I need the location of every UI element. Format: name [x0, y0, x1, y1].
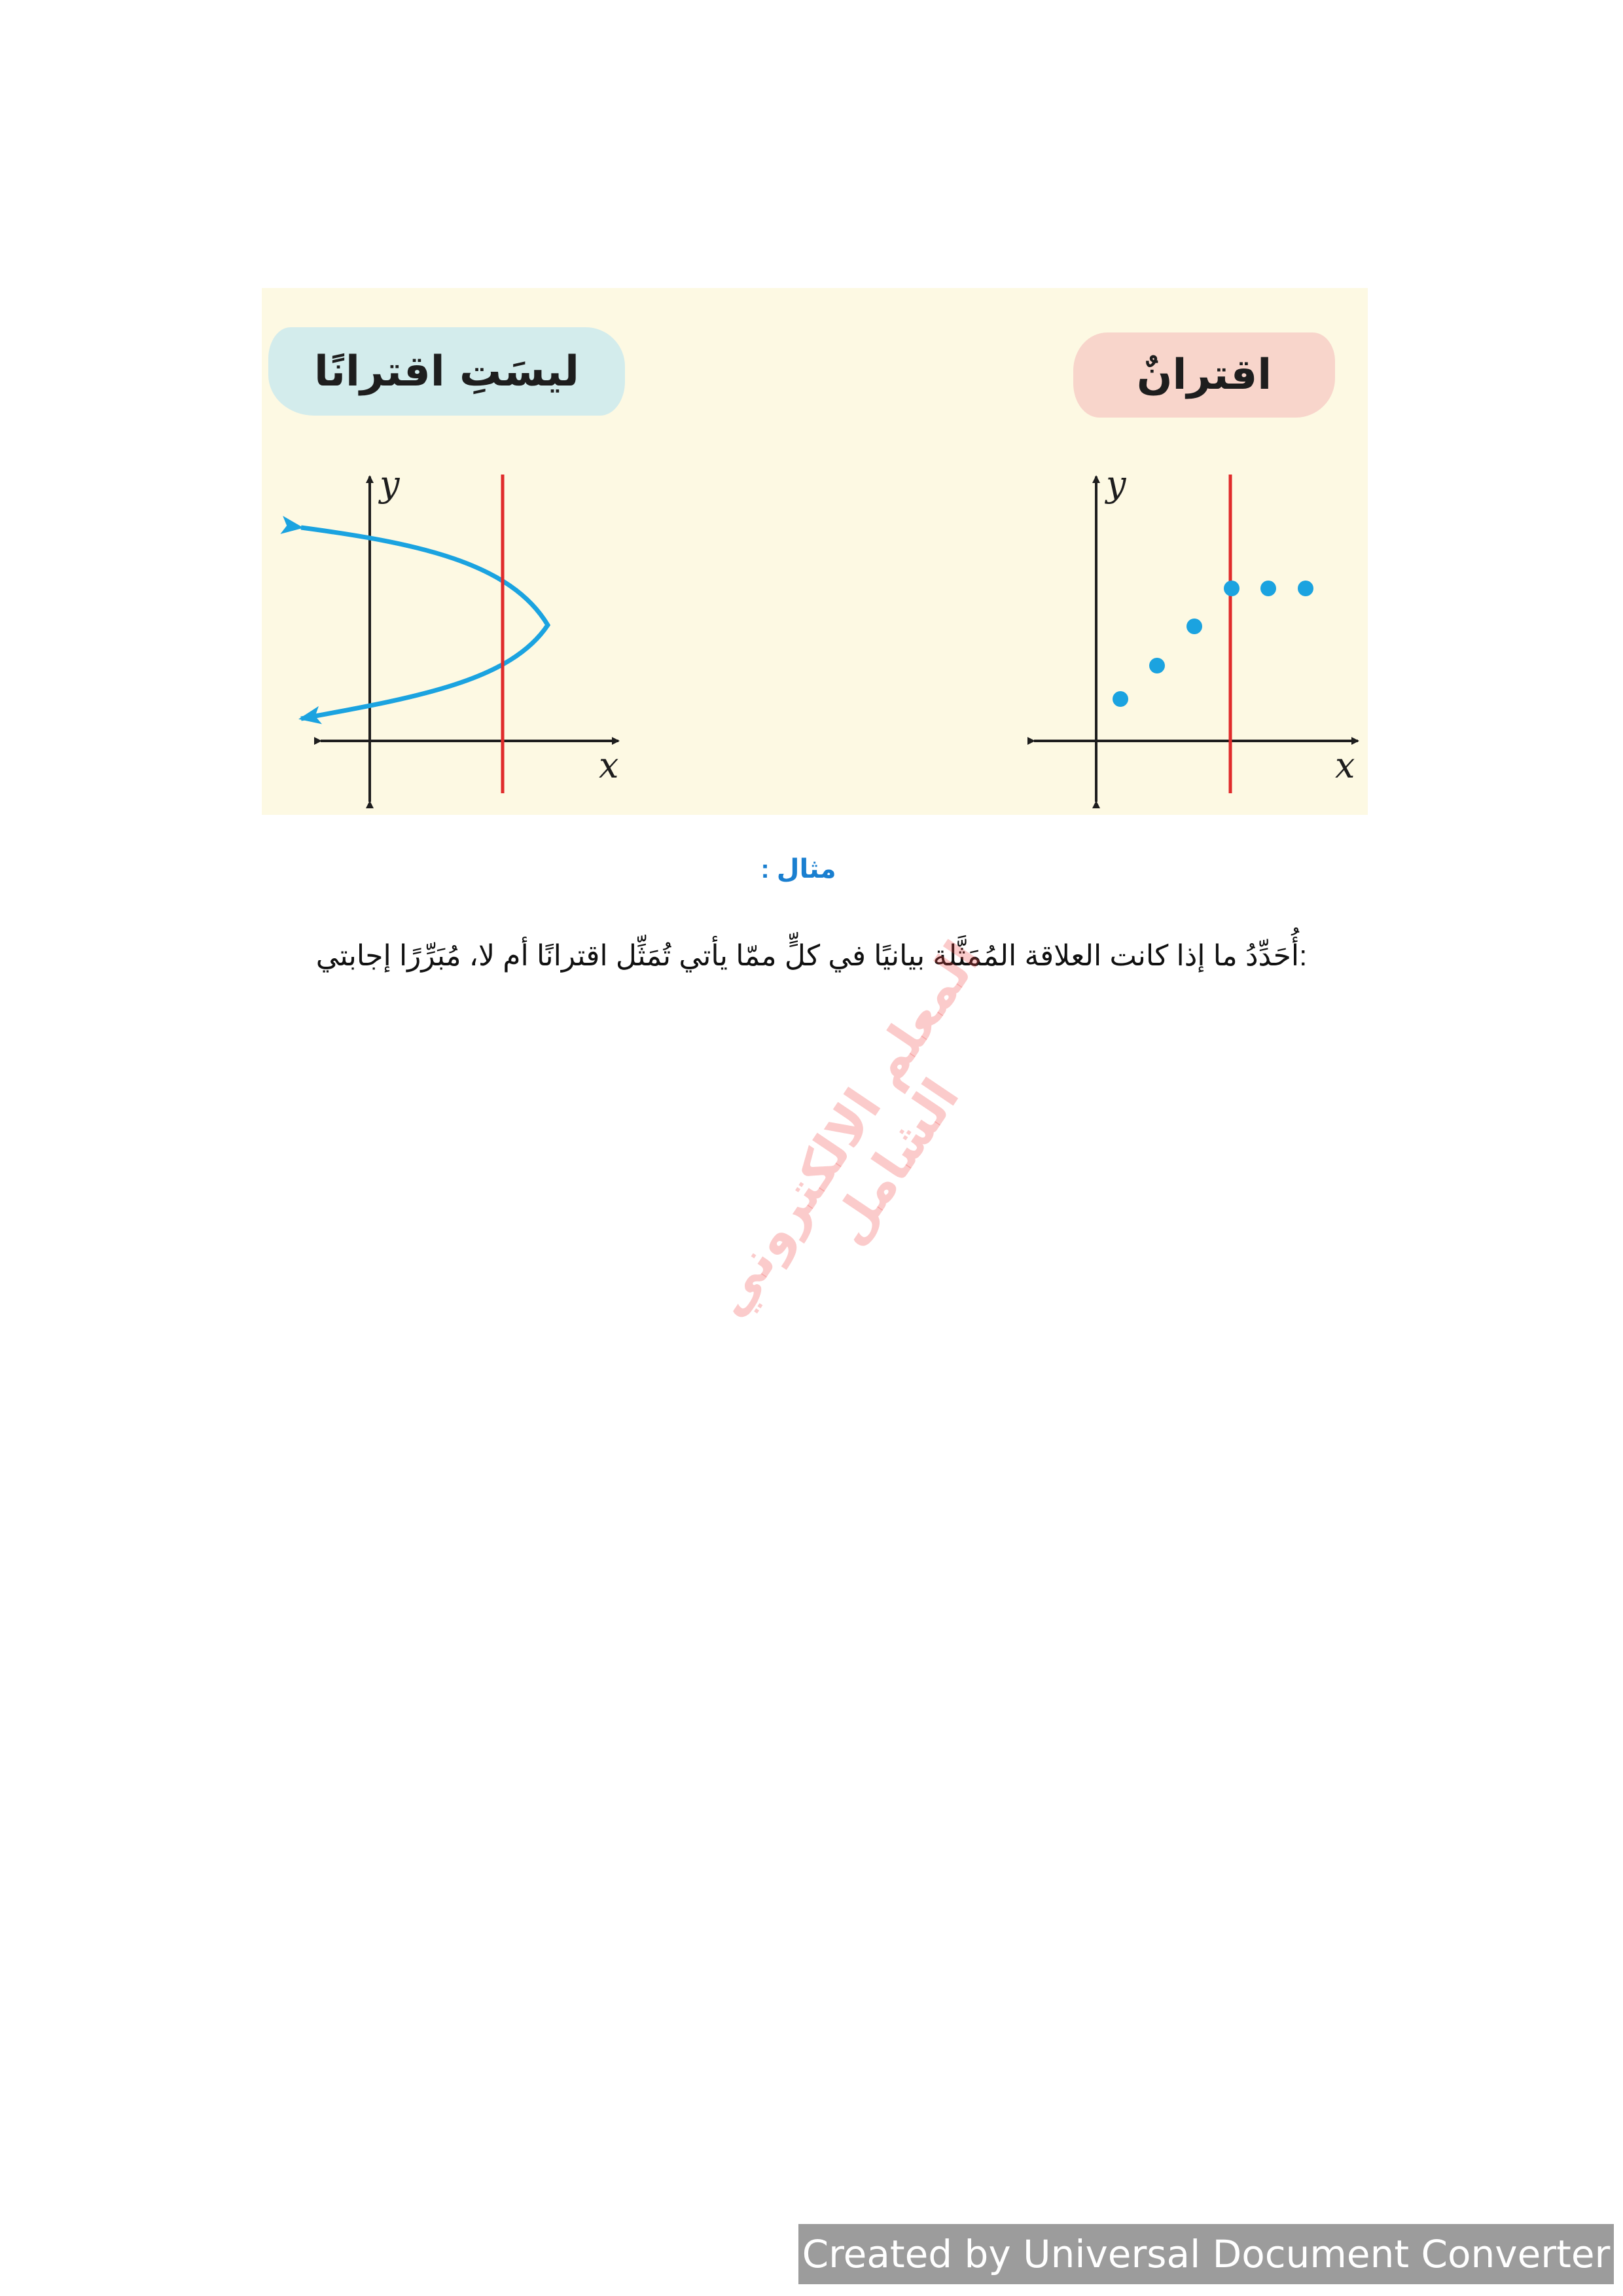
- continuation-dot: [1260, 581, 1276, 596]
- data-point: [1186, 619, 1202, 634]
- function-title-badge: [1073, 332, 1335, 418]
- watermark-text: المعلم الالكتروني الشامل: [699, 931, 993, 1327]
- right-y-axis-label: y: [1106, 463, 1126, 505]
- sideways-parabola-curve: [301, 528, 548, 719]
- not-function-title-badge: [268, 327, 625, 416]
- left-x-axis-label: x: [599, 745, 619, 786]
- function-title: اقترانٌ: [1136, 351, 1272, 399]
- right-x-axis-label: x: [1335, 745, 1355, 786]
- exercise-instruction: :أُحَدِّدُ ما إذا كانت العلاقة المُمَثَّلة بيانيًا في كلٍّ ممّا يأتي تُمَثِّل اقترانًا أم لا، مُبَرِّرًا إجابتي: [315, 940, 1308, 972]
- data-point: [1149, 658, 1165, 673]
- converter-footer: [798, 2224, 1614, 2284]
- left-y-axis-label: y: [380, 463, 400, 505]
- data-point: [1113, 691, 1128, 707]
- example-heading: مثال :: [760, 855, 836, 884]
- data-point: [1224, 581, 1240, 596]
- converter-footer-text: Created by Universal Document Converter: [802, 2232, 1611, 2276]
- continuation-dot: [1298, 581, 1313, 596]
- function-vs-not-function-figure: [262, 288, 1368, 815]
- not-function-title: ليسَتِ اقترانًا: [313, 347, 580, 396]
- right-graph: [1034, 463, 1358, 802]
